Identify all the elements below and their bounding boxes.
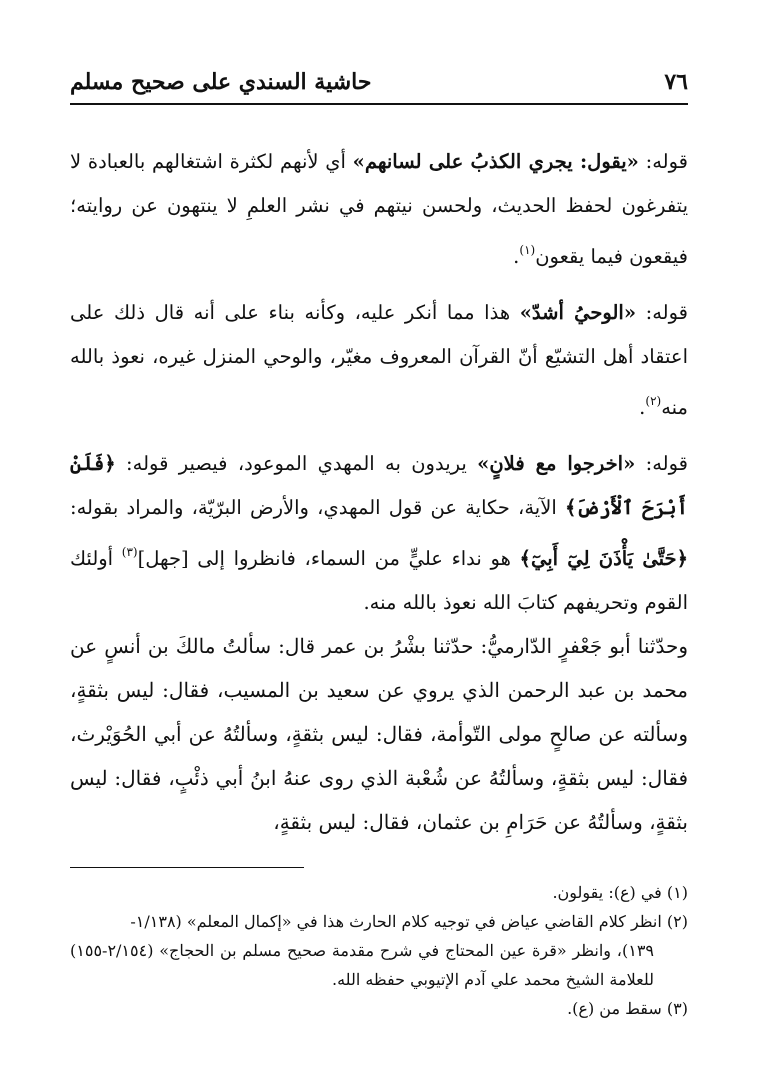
footnote-3 xyxy=(70,994,688,1023)
lead-word: قوله: xyxy=(645,301,688,324)
hadith-text: وحدّثنا أبو جَعْفرٍ الدّارميُّ: حدّثنا بشْرُ بن عمر قال: سألتُ مالكَ بن أنسٍ عن محمد بن عبد الرحمن الذي يروي عن سعيد بن المسيب، فقال: ليس بثقةٍ، وسألته عن صالحٍ مولى التّوأمة، فقال: ليس بثقةٍ، وسألتُهُ عن أبي الحُوَيْرث، فقال: ليس بثقةٍ، وسألتُهُ عن شُعْبة الذي روى عنهُ ابنُ أبي ذئْبٍ، فقال: ليس بثقةٍ، وسألتُهُ عن حَرَامِ بن عثمان، فقال: ليس بثقةٍ، xyxy=(70,634,688,834)
quran-verse: ﴿حَتَّىٰ يَأْذَنَ لِيٓ أَبِيٓ﴾ xyxy=(519,547,689,570)
quoted-phrase: «اخرجوا مع فلانٍ» xyxy=(477,452,636,475)
lead-word: قوله: xyxy=(645,452,688,475)
footnote-ref: (٢) xyxy=(645,394,662,408)
footnotes xyxy=(70,878,688,1023)
quoted-phrase: «يقول: يجري الكذبُ على لسانهم» xyxy=(352,150,639,173)
commentary-text: أي لأنهم لكثرة اشتغالهم بالعبادة لا يتفرغون لحفظ الحديث، ولحسن نيتهم في نشر العلمِ لا ينتهون عن روايته؛ فيقعون فيما يقعون xyxy=(70,150,688,268)
header-rule xyxy=(70,103,688,105)
footnote-1 xyxy=(70,878,688,907)
footnote-number: (٣) xyxy=(666,999,688,1018)
commentary-text: هو نداء عليٍّ من السماء، فانظروا إلى [جهل] xyxy=(137,547,511,570)
commentary-paragraph-2: قوله: «الوحيُ أشدّ» هذا مما أنكر عليه، وكأنه بناء على أنه قال ذلك على اعتقاد أهل التشيّع أنّ القرآن المعروف مغيّر، والوحي المنزل غيره، نعوذ بالله منه$^{(٢)}$. xyxy=(70,301,688,419)
running-head xyxy=(70,64,688,100)
commentary-text: الآية، حكاية عن قول المهدي، والأرض البرّيّة، والمراد بقوله: xyxy=(70,496,557,519)
commentary-paragraph-1: قوله: «يقول: يجري الكذبُ على لسانهم» أي لأنهم لكثرة اشتغالهم بالعبادة لا يتفرغون لحفظ الحديث، ولحسن نيتهم في نشر العلمِ لا ينتهون عن روايته؛ فيقعون فيما يقعون$^{(١)}$. xyxy=(70,150,688,268)
footnote-text: في (ع): يقولون. xyxy=(552,883,662,902)
footnote-text: سقط من (ع). xyxy=(567,999,662,1018)
footnote-number: (٢) xyxy=(666,912,688,931)
quoted-phrase: «الوحيُ أشدّ» xyxy=(519,301,637,324)
commentary-text: هذا مما أنكر عليه، وكأنه بناء على أنه قال ذلك على اعتقاد أهل التشيّع أنّ القرآن المعروف مغيّر، والوحي المنزل غيره، نعوذ بالله منه xyxy=(70,301,688,419)
commentary-paragraph-3 xyxy=(70,442,688,625)
lead-word: قوله: xyxy=(645,150,688,173)
book-title: حاشية السندي على صحيح مسلم xyxy=(70,69,372,95)
commentary-section xyxy=(70,140,688,637)
commentary-text: أولئك القوم وتحريفهم كتابَ الله نعوذ بالله منه. xyxy=(70,547,688,614)
commentary-text: يريدون به المهدي الموعود، فيصير قوله: xyxy=(126,452,467,475)
footnote-ref: (١) xyxy=(519,243,536,257)
footnote-2 xyxy=(70,907,688,936)
footnote-rule xyxy=(70,867,304,868)
footnote-ref: (٣) xyxy=(121,545,138,559)
footnote-2-continued: ١٣٩)، وانظر «قرة عين المحتاج في شرح مقدمة صحيح مسلم بن الحجاج» (٢/١٥٤-١٥٥) للعلامة الشيخ محمد علي آدم الإتيوبي حفظه الله. xyxy=(70,941,654,989)
footnote-text: انظر كلام القاضي عياض في توجيه كلام الحارث هذا في «إكمال المعلم» (١/١٣٨- xyxy=(130,912,662,931)
page-number: ٧٦ xyxy=(664,69,688,95)
quran-verse: ﴿فَلَنْ أَبْرَحَ ٱلْأَرْضَ﴾ xyxy=(70,452,688,519)
footnote-number: (١) xyxy=(666,883,688,902)
hadith-section xyxy=(70,624,688,844)
